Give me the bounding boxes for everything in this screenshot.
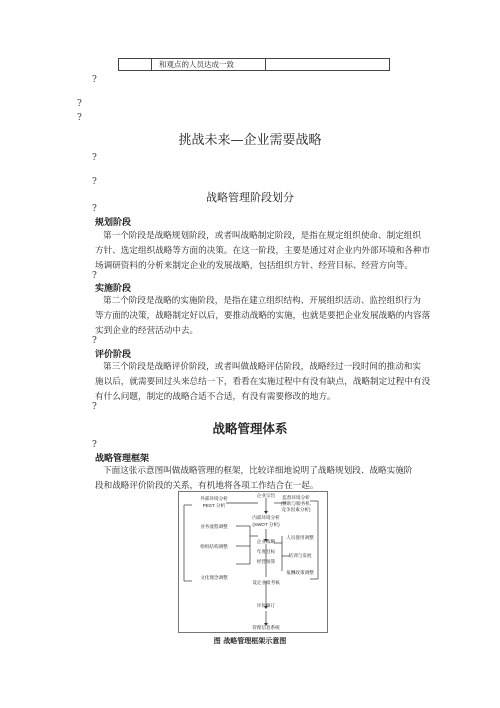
- implementation-paragraph: [95, 294, 431, 339]
- paragraph-line: 实到企业的经营活动中去。: [95, 326, 199, 336]
- monitor-sub1-label: (赞助与服务机,: [280, 501, 312, 506]
- mission-label: 企业宗旨: [256, 493, 276, 498]
- planning-paragraph: [95, 229, 431, 274]
- swot-label: (SWOT 分析): [252, 522, 280, 527]
- culture-label: 文化理念调整: [200, 575, 228, 580]
- placeholder-mark: ?: [92, 402, 97, 412]
- paragraph-line: 有什么问题，制定的战略合适不合适，有没有需要修改的地方。: [95, 392, 336, 402]
- paragraph-line: 下面这张示意图叫做战略管理的框架，比较详细地说明了战略规划段、战略实施阶: [103, 466, 413, 476]
- org-structure-label: 组织结构调整: [200, 544, 228, 549]
- paragraph-line: 第三个阶段是战略评价阶段，或者叫做战略评估阶段，战略经过一段时间的推动和实: [103, 362, 421, 372]
- compensation-label: 报酬政策调整: [286, 570, 314, 575]
- placeholder-mark: ?: [92, 204, 97, 214]
- strategy-framework-diagram: [178, 491, 328, 633]
- training-label: 培训与发展: [288, 553, 312, 558]
- monitor-env-label: 监督环境分析: [282, 495, 310, 500]
- table-fragment: [118, 58, 390, 71]
- paragraph-line: 第二个阶段是战略的实施阶段，是指在建立组织结构、开展组织活动、监控组织行为: [103, 296, 421, 306]
- placeholder-mark: ?: [92, 440, 97, 450]
- paragraph-line: 第一个阶段是战略规划阶段，或者叫战略制定阶段，是指在规定组织使命、制定组织: [103, 231, 421, 241]
- evaluation-review-label: 评价修订: [256, 603, 276, 608]
- paragraph-line: 方针、选定组织战略等方面的决策。在这一阶段，主要是通过对企业内外部环境和各种市: [95, 246, 431, 256]
- placeholder-mark: ?: [92, 336, 97, 346]
- evaluation-title: 评价阶段: [95, 350, 132, 360]
- placeholder-mark: ?: [92, 153, 97, 163]
- annual-goal-label: 年度目标: [256, 549, 276, 554]
- framework-title: 战略管理框架: [95, 454, 150, 464]
- table-cell-empty: [119, 59, 152, 70]
- paragraph-line: 施以后，就需要回过头来总结一下，看看在实施过程中有没有缺点，战略制定过程中有没: [95, 377, 431, 387]
- budget-label: 经营预算: [256, 559, 276, 564]
- framework-paragraph: [95, 464, 415, 494]
- system-heading: 战略管理体系: [212, 421, 288, 436]
- planning-title: 规划阶段: [95, 218, 132, 228]
- implementation-title: 实施阶段: [95, 284, 132, 294]
- stages-heading: 战略管理阶段划分: [206, 191, 294, 204]
- placeholder-mark: ?: [92, 271, 97, 281]
- hr-plan-label: 人员使用调整: [286, 535, 314, 540]
- placeholder-mark: ?: [77, 113, 82, 123]
- monitor-sub2-label: 竞争因素分析): [281, 507, 311, 512]
- paragraph-line: 等方面的决策，战略制定好以后，要推动战略的实施，也就是要把企业发展战略的内容落: [95, 311, 431, 321]
- table-cell-text: 和观点的人员达成一致: [151, 59, 266, 70]
- figure-caption: 图 战略管理框架示意图: [213, 636, 287, 645]
- placeholder-mark: ?: [92, 75, 97, 85]
- paragraph-line: 场调研资料的分析来制定企业的发展战略，包括组织方针、经营目标、经营方向等。: [95, 261, 413, 271]
- mis-label: 管理信息系统: [252, 625, 280, 630]
- assessment-label: 设定业绩考核: [252, 580, 280, 585]
- placeholder-mark: ?: [92, 177, 97, 187]
- external-env-label: 外部环境分析: [200, 496, 228, 501]
- pest-label: PEST 分析: [202, 503, 226, 508]
- placeholder-mark: ?: [77, 99, 82, 109]
- business-flow-label: 业务流程调整: [200, 524, 228, 529]
- evaluation-paragraph: [95, 360, 431, 405]
- main-heading: 挑战未来—企业需要战略: [178, 133, 322, 148]
- internal-env-label: 内部环境分析: [252, 515, 280, 520]
- strategy-label: 企业战略: [256, 539, 276, 544]
- paragraph-line: 段和战略评价阶段的关系，有机地将各项工作结合在一起。: [95, 481, 319, 491]
